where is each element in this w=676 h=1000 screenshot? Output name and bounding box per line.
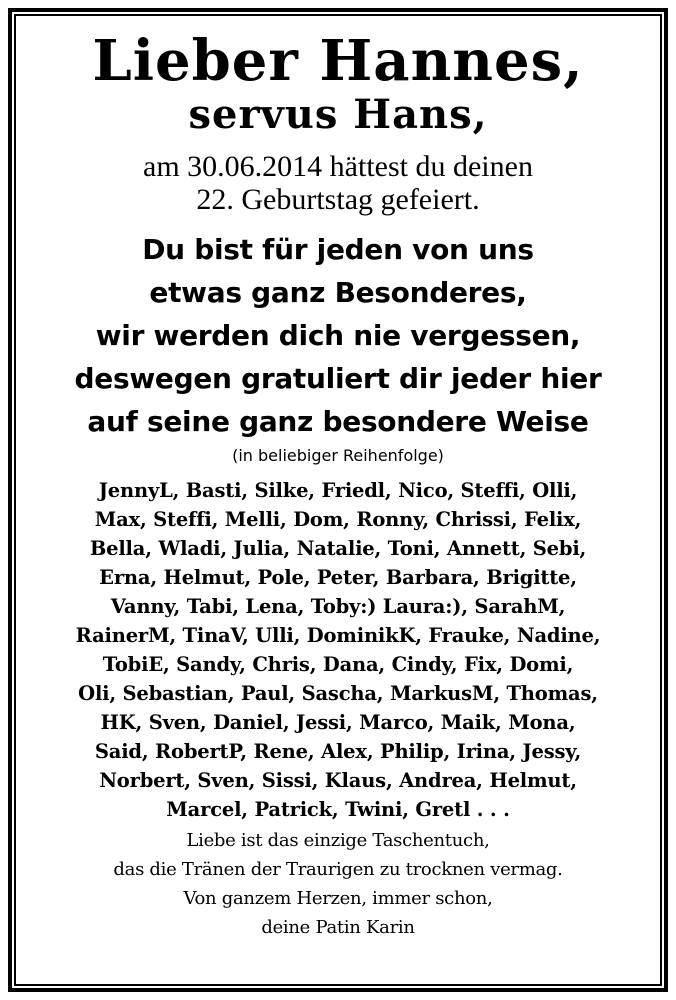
message-line: deswegen gratuliert dir jeder hier (74, 362, 602, 395)
names-line: Marcel, Patrick, Twini, Gretl . . . (166, 798, 510, 821)
intro-text (14, 150, 662, 216)
names-line: Vanny, Tabi, Lena, Toby:) Laura:), SarahM, (110, 595, 566, 618)
names-line: Oli, Sebastian, Paul, Sascha, MarkusM, Thomas, (78, 682, 598, 705)
names-line: Max, Steffi, Melli, Dom, Ronny, Chrissi, Felix, (94, 508, 582, 531)
names-line: Norbert, Sven, Sissi, Klaus, Andrea, Helmut, (99, 769, 577, 792)
message-line: auf seine ganz besondere Weise (87, 405, 589, 438)
closing-line: Liebe ist das einzige Taschentuch, (186, 830, 490, 851)
closing-quote (14, 826, 662, 942)
heading-line-2: servus Hans, (188, 91, 488, 138)
closing-line: das die Tränen der Traurigen zu trocknen vermag. (113, 859, 563, 880)
names-line: Erna, Helmut, Pole, Peter, Barbara, Brigitte, (99, 566, 577, 589)
names-line: Bella, Wladi, Julia, Natalie, Toni, Annett, Sebi, (89, 537, 587, 560)
names-line: RainerM, TinaV, Ulli, DominikK, Frauke, Nadine, (75, 624, 601, 647)
message-line: etwas ganz Besonderes, (149, 276, 527, 309)
heading-line-1: Lieber Hannes, (92, 28, 584, 94)
names-list (14, 476, 662, 824)
message-line: wir werden dich nie vergessen, (95, 319, 581, 352)
intro-line: am 30.06.2014 hättest du deinen (143, 150, 533, 183)
names-line: Said, RobertP, Rene, Alex, Philip, Irina, Jessy, (94, 740, 582, 763)
signature-line: deine Patin Karin (261, 917, 415, 938)
closing-line: Von ganzem Herzen, immer schon, (183, 888, 493, 909)
message-block (14, 228, 662, 443)
message-line: Du bist für jeden von uns (142, 233, 534, 266)
names-line: JennyL, Basti, Silke, Friedl, Nico, Steffi, Olli, (98, 479, 578, 502)
names-line: TobiE, Sandy, Chris, Dana, Cindy, Fix, Domi, (102, 653, 574, 676)
intro-line: 22. Geburtstag gefeiert. (196, 183, 480, 216)
order-note: (in beliebiger Reihenfolge) (232, 446, 444, 465)
names-line: HK, Sven, Daniel, Jessi, Marco, Maik, Mona, (100, 711, 576, 734)
announcement (14, 14, 662, 986)
